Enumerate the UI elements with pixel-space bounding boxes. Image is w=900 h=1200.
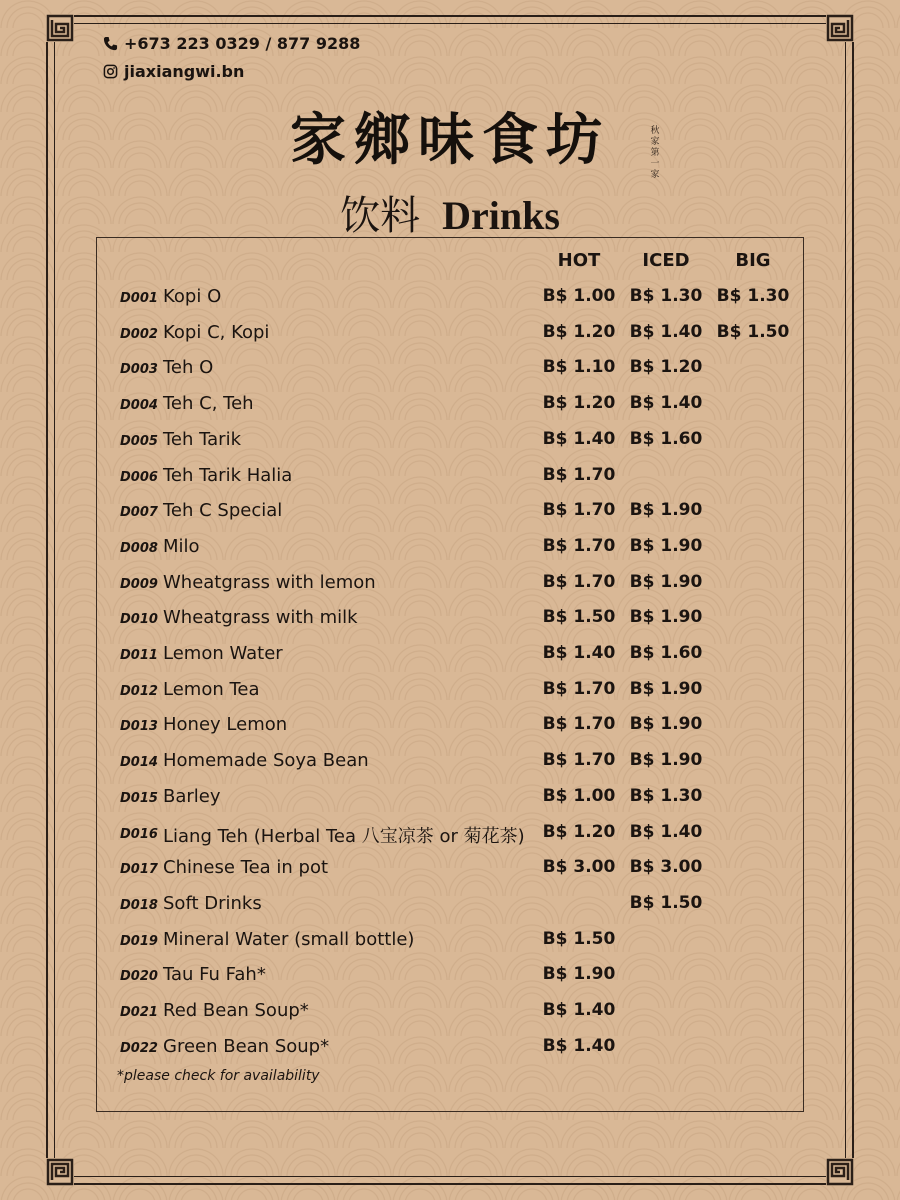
item-name: Chinese Tea in pot [163,857,329,879]
price-hot: B$ 3.00 [542,857,616,878]
item-code: D022 [120,1040,158,1056]
page-title [0,184,900,241]
item-name: Kopi O [163,286,222,307]
price-hot: B$ 1.40 [542,1000,616,1020]
contact-instagram [102,62,244,81]
corner-ornament-icon [46,14,74,42]
phone-icon [102,36,118,52]
menu-item [120,926,800,956]
price-hot: B$ 1.70 [542,714,616,735]
menu-item [120,319,800,349]
price-hot: B$ 1.70 [542,464,616,485]
price-hot: B$ 1.40 [542,428,616,449]
phone-number: +673 223 0329 / 877 9288 [124,34,361,53]
price-hot: B$ 1.00 [542,286,616,306]
price-iced: B$ 1.90 [629,750,703,771]
menu-item [120,354,800,384]
item-name: Green Bean Soup* [163,1035,330,1057]
menu-item [120,747,800,777]
price-iced: B$ 1.40 [629,321,703,342]
item-code: D009 [120,576,158,592]
price-iced: B$ 1.90 [629,607,703,628]
item-name: Liang Teh (Herbal Tea 八宝凉茶 or 菊花茶) [163,825,525,847]
item-code: D002 [120,326,158,342]
price-big: B$ 1.50 [716,321,790,342]
menu-item [120,604,800,634]
item-code: D007 [120,505,158,521]
price-hot: B$ 1.20 [542,321,616,342]
menu-item [120,640,800,670]
price-hot: B$ 1.70 [542,678,616,699]
instagram-icon [102,64,118,80]
price-hot: B$ 1.70 [542,750,616,771]
column-header-hot: HOT [557,250,601,271]
menu-item [120,961,800,991]
item-code: D014 [120,755,158,771]
item-code: D011 [120,648,158,663]
menu-item [120,997,800,1027]
item-name: Lemon Tea [163,678,260,700]
menu-item [120,1033,800,1063]
item-name: Honey Lemon [163,714,288,736]
item-name: Tau Fu Fah* [163,964,266,986]
menu-item [120,390,800,420]
menu-item [120,783,800,813]
price-iced: B$ 1.90 [629,678,703,699]
brand-seal: 秋 家 第 一 家 [650,126,660,180]
item-name: Teh C, Teh [163,393,254,415]
menu-item [120,890,800,920]
item-code: D003 [120,362,158,378]
item-code: D010 [120,612,158,628]
menu-item [120,533,800,563]
menu-item [120,462,800,492]
menu-item [120,676,800,706]
item-name: Kopi C, Kopi [163,321,270,343]
item-name: Soft Drinks [163,892,262,914]
price-hot: B$ 1.00 [542,785,616,806]
price-iced: B$ 1.20 [629,357,703,378]
item-code: D017 [120,862,158,878]
price-iced: B$ 1.30 [629,785,703,806]
price-hot: B$ 1.20 [542,393,616,414]
item-code: D008 [120,540,158,556]
price-big: B$ 1.30 [716,286,790,306]
item-code: D020 [120,969,158,985]
item-name: Lemon Water [163,643,283,664]
contact-phone [102,34,360,53]
item-name: Wheatgrass with milk [163,607,358,629]
brand-name: 家鄉味食坊 [290,107,610,173]
item-code: D019 [120,933,158,949]
price-iced: B$ 1.30 [629,286,703,306]
menu-item [120,569,800,599]
menu-item [120,854,800,884]
price-hot: B$ 1.40 [542,643,616,663]
item-code: D012 [120,683,158,699]
price-iced: B$ 1.90 [629,714,703,735]
price-iced: B$ 1.40 [629,821,703,842]
item-name: Red Bean Soup* [163,1000,309,1021]
instagram-handle: jiaxiangwi.bn [124,62,245,81]
price-hot: B$ 1.50 [542,928,616,949]
price-hot: B$ 1.50 [542,607,616,628]
item-code: D006 [120,469,158,485]
title-english: Drinks [442,193,560,238]
price-iced: B$ 1.60 [629,643,703,663]
item-code: D016 [120,826,158,842]
price-iced: B$ 1.90 [629,535,703,556]
price-iced: B$ 1.90 [629,500,703,521]
price-iced: B$ 1.50 [629,892,703,913]
price-iced: B$ 1.60 [629,428,703,449]
menu-item [120,283,800,313]
column-header-big: BIG [735,250,771,271]
title-chinese: 饮料 [340,193,421,239]
price-hot: B$ 1.70 [542,571,616,592]
item-code: D021 [120,1005,158,1020]
corner-ornament-icon [826,1158,854,1186]
item-code: D015 [120,790,158,806]
item-name: Mineral Water (small bottle) [163,928,415,950]
price-iced: B$ 3.00 [629,857,703,878]
item-name: Teh Tarik Halia [163,464,293,486]
menu-item [120,497,800,527]
price-hot: B$ 1.90 [542,964,616,985]
price-iced: B$ 1.90 [629,571,703,592]
column-header-iced: ICED [642,250,690,271]
menu-item [120,426,800,456]
item-name: Milo [163,535,200,557]
item-code: D004 [120,398,158,414]
price-hot: B$ 1.70 [542,535,616,556]
availability-footnote: *please check for availability [117,1068,320,1084]
item-code: D013 [120,719,158,735]
item-name: Teh Tarik [163,428,242,450]
price-hot: B$ 1.20 [542,821,616,842]
menu-item [120,819,800,849]
menu-item [120,711,800,741]
item-code: D005 [120,433,158,449]
corner-ornament-icon [826,14,854,42]
item-name: Wheatgrass with lemon [163,571,376,593]
item-code: D018 [120,897,158,913]
item-code: D001 [120,291,158,306]
item-name: Homemade Soya Bean [163,750,369,772]
corner-ornament-icon [46,1158,74,1186]
price-iced: B$ 1.40 [629,393,703,414]
item-name: Teh O [163,357,214,379]
item-name: Teh C Special [163,500,283,522]
item-name: Barley [163,785,221,807]
price-hot: B$ 1.40 [542,1035,616,1056]
price-hot: B$ 1.70 [542,500,616,521]
price-hot: B$ 1.10 [542,357,616,378]
